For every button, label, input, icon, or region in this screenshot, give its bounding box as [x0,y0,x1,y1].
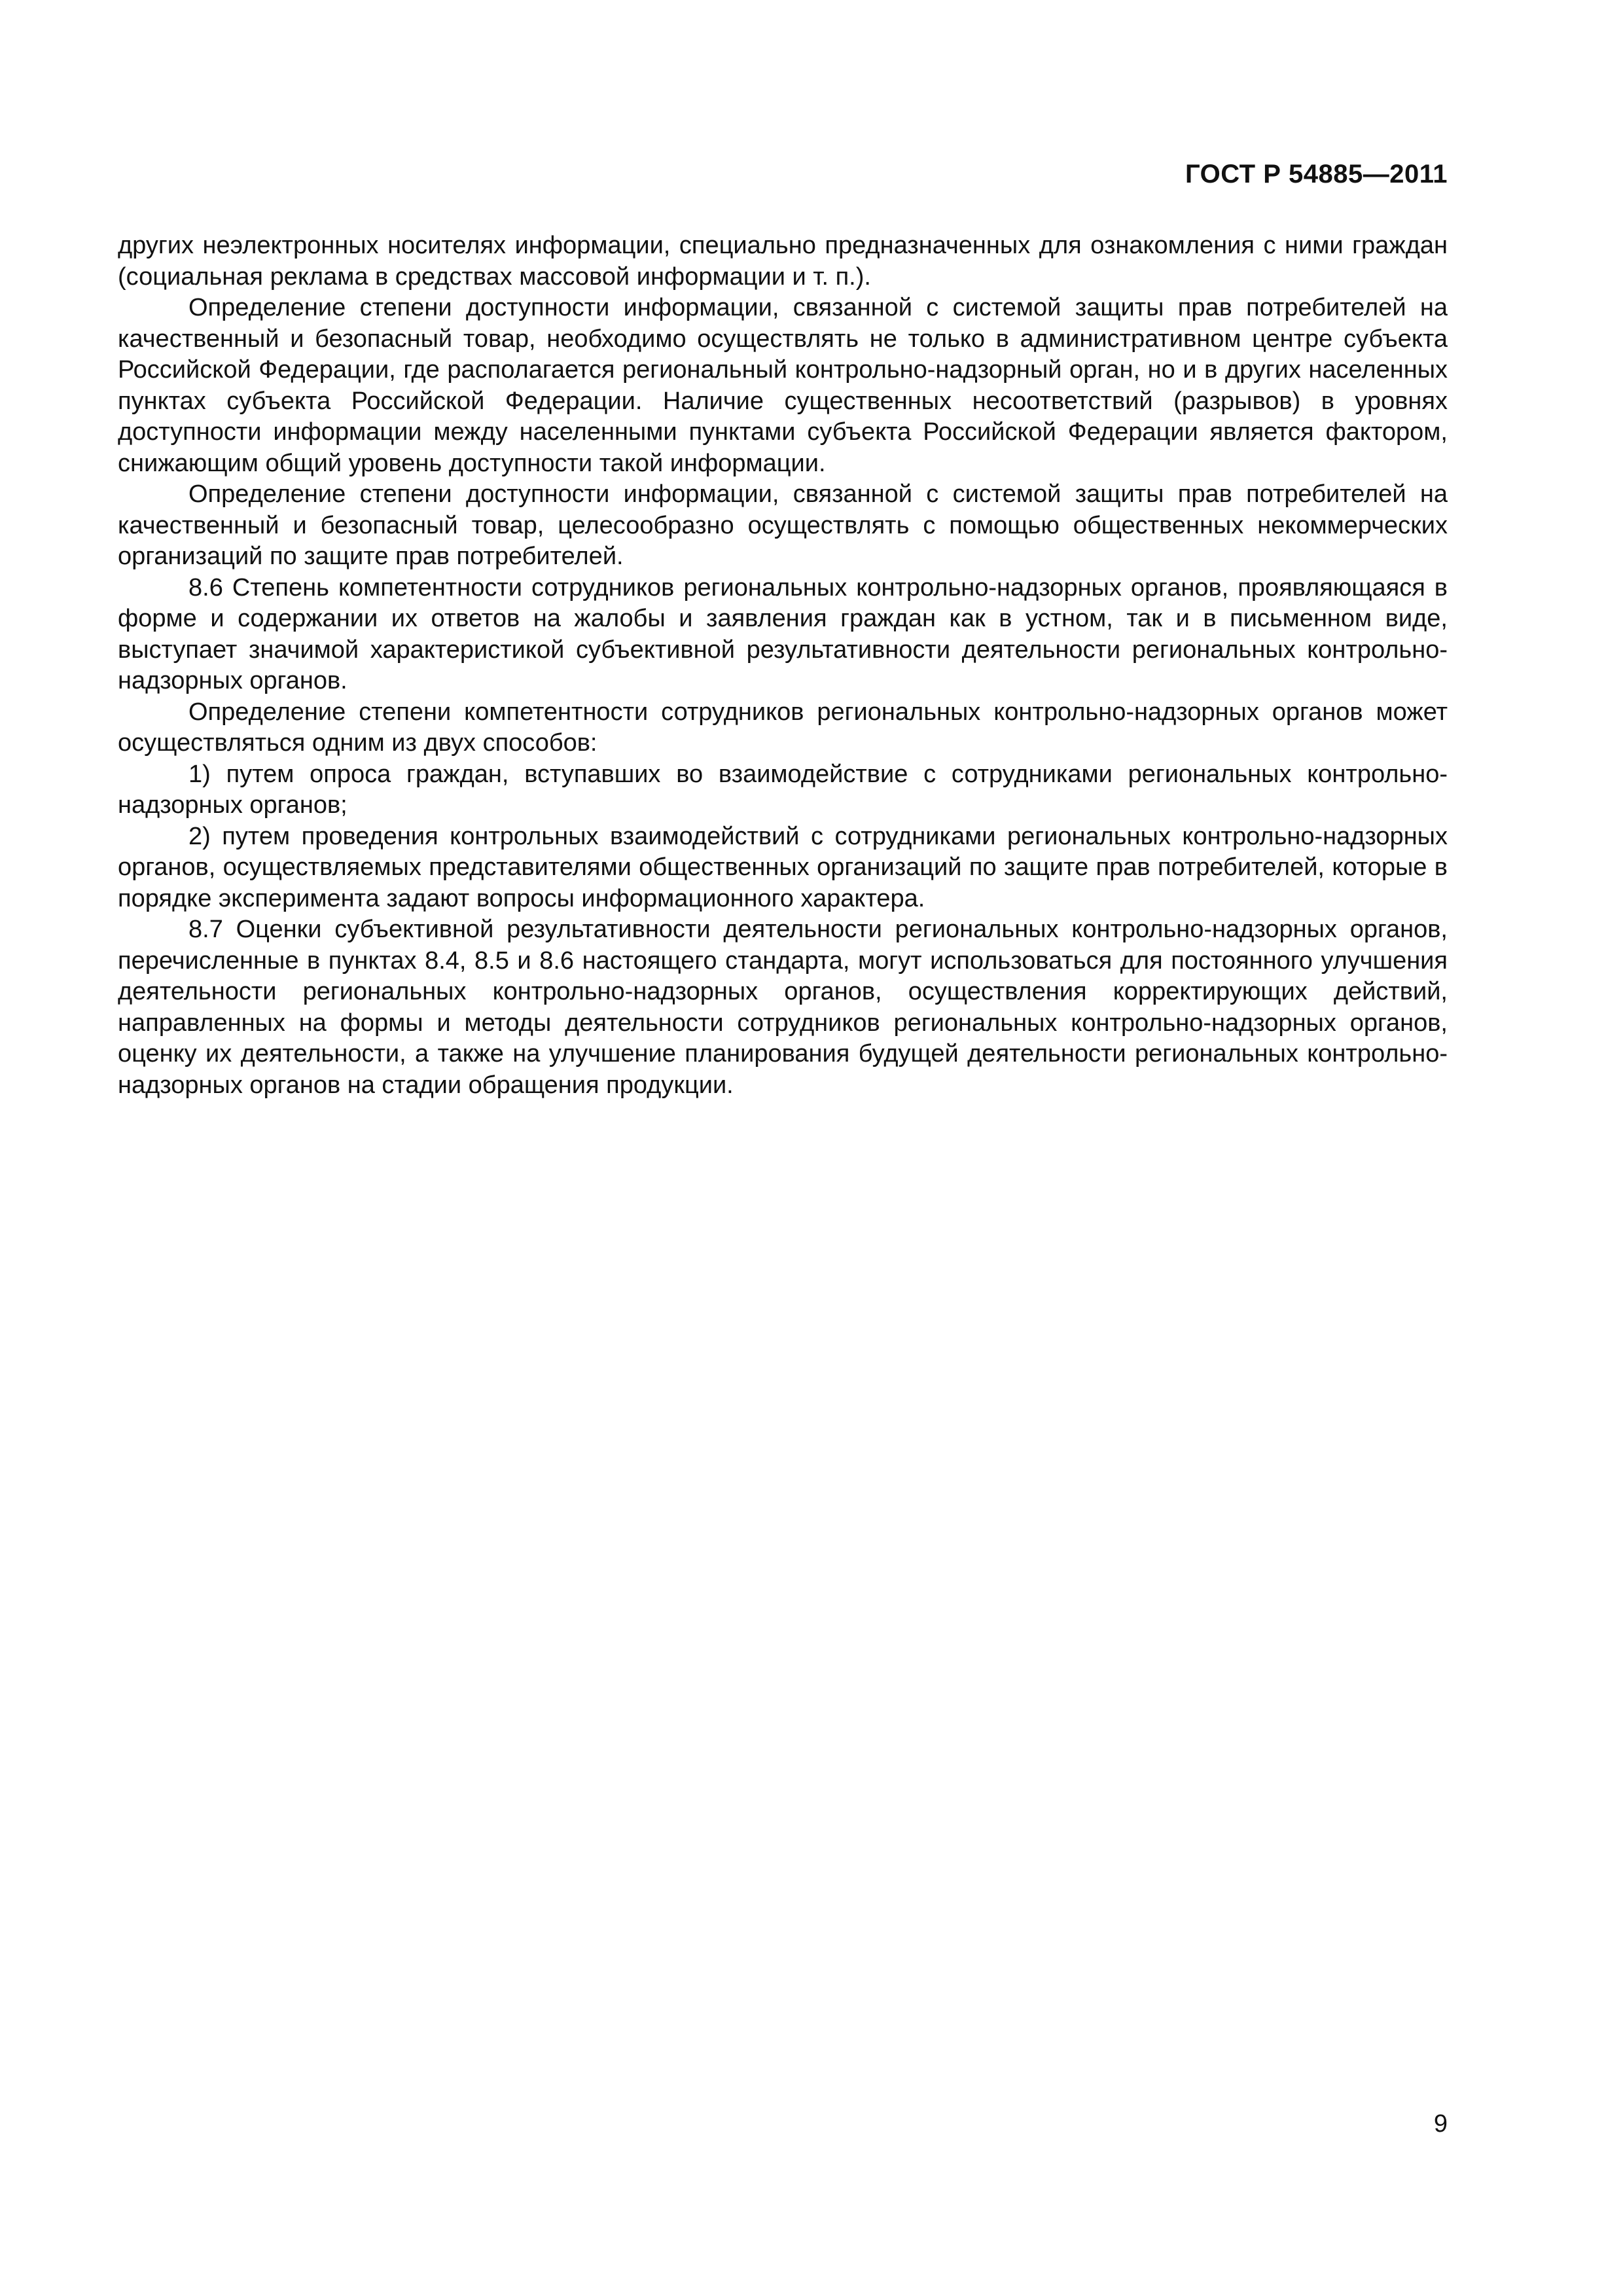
paragraph: Определение степени доступности информации, связанной с системой защиты прав потребителей на качественный и безопасный товар, целесообразно осуществлять с помощью общественных некоммерческих организаций по защите прав потребителей. [118,480,1448,570]
page-number: 9 [1433,2110,1448,2138]
document-body [118,230,1448,1101]
list-item-2: 2) путем проведения контрольных взаимодействий с сотрудниками региональных контрольно-надзорных органов, осуществляемых представителями общественных организаций по защите прав потребителей, которые в порядке эксперимента задают вопросы информационного характера. [118,822,1448,912]
section-8-7: 8.7 Оценки субъективной результативности деятельности региональных контрольно-надзорных органов, перечисленные в пунктах 8.4, 8.5 и 8.6 настоящего стандарта, могут использоваться для постоянного улучшения деятельности региональных контрольно-надзорных органов, осуществления корректирующих действий, направленных на формы и методы деятельности сотрудников региональных контрольно-надзорных органов, оценку их деятельности, а также на улучшение планирования будущей деятельности региональных контрольно-надзорных органов на стадии обращения продукции. [118,916,1448,1099]
section-8-6: 8.6 Степень компетентности сотрудников региональных контрольно-надзорных органов, проявляющаяся в форме и содержании их ответов на жалобы и заявления граждан как в устном, так и в письменном виде, выступает значимой характеристикой субъективной результативности деятельности региональных контрольно-надзорных органов. [118,573,1448,694]
document-number-header: ГОСТ Р 54885—2011 [1185,160,1448,188]
paragraph: Определение степени компетентности сотрудников региональных контрольно-надзорных органов может осуществляться одним из двух способов: [118,698,1448,757]
paragraph-continuation: других неэлектронных носителях информации, специально предназначенных для ознакомления с ними граждан (социальная реклама в средствах массовой информации и т. п.). [118,232,1448,291]
paragraph: Определение степени доступности информации, связанной с системой защиты прав потребителей на качественный и безопасный товар, необходимо осуществлять не только в административном центре субъекта Российской Федерации, где располагается региональный контрольно-надзорный орган, но и в других населенных пунктах субъекта Российской Федерации. Наличие существенных несоответствий (разрывов) в уровнях доступности информации между населенными пунктами субъекта Российской Федерации является фактором, снижающим общий уровень доступности такой информации. [118,294,1448,477]
list-item-1: 1) путем опроса граждан, вступавших во взаимодействие с сотрудниками региональных контрольно-надзорных органов; [118,760,1448,819]
